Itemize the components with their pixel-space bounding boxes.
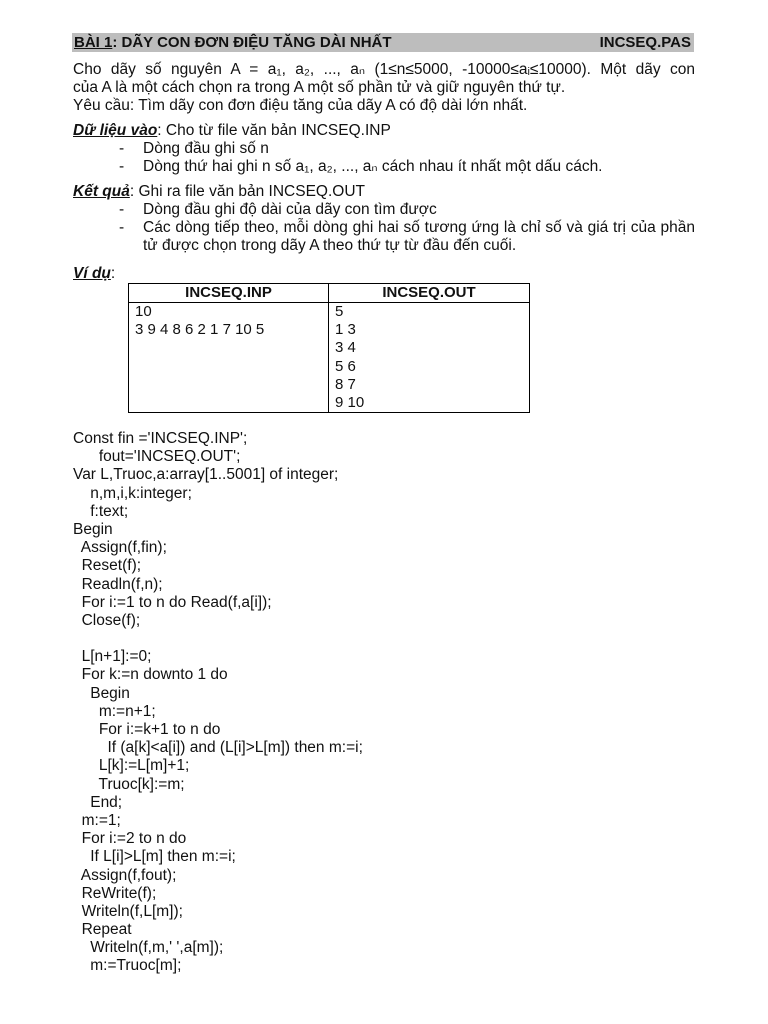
example-header-inp: INCSEQ.INP [129,284,329,303]
input-item-2-text: Dòng thứ hai ghi n số a₁, a₂, ..., aₙ cách nhau ít nhất một dấu cách. [143,158,603,175]
problem-title [74,33,392,52]
intro-line-3: Yêu cầu: Tìm dãy con đơn điệu tăng của dãy A có độ dài lớn nhất. [73,97,528,114]
code-line: m:=n+1; [73,702,156,720]
code-line: f:text; [73,502,129,520]
code-line: Begin [73,520,113,538]
output-section [73,183,695,255]
code-line: Readln(f,n); [73,575,163,593]
intro-line-1: Cho dãy số nguyên A = a₁, a₂, ..., aₙ (1≤n≤5000, -10000≤aᵢ≤10000). Một dãy con [73,61,695,78]
problem-title-text: : DÃY CON ĐƠN ĐIỆU TĂNG DÀI NHẤT [112,34,392,51]
output-item-2-text: Các dòng tiếp theo, mỗi dòng ghi hai số tương ứng là chỉ số và giá trị của phần tử được chọn trong dãy A theo thứ tự từ đầu đến cuối. [143,219,695,254]
example-heading [73,265,695,283]
code-line: L[n+1]:=0; [73,648,152,666]
example-out-line: 1 3 [335,321,356,339]
example-inp-cell [129,303,329,413]
code-line: ReWrite(f); [73,884,157,902]
code-line: Close(f); [73,611,141,629]
input-label: Dữ liệu vào [73,122,158,139]
code-line: For i:=k+1 to n do [73,721,221,738]
code-line: For k:=n downto 1 do [73,666,228,684]
example-label: Ví dụ [73,265,111,282]
code-line: Truoc[k]:=m; [73,775,185,793]
output-item-2: - Các dòng tiếp theo, mỗi dòng ghi hai số tương ứng là chỉ số và giá trị của phần tử được chọn trong dãy A theo thứ tự từ đầu đến cuối. [119,219,695,254]
code-line: Writeln(f,L[m]); [73,902,183,920]
example-table-body-row [129,303,530,413]
source-code [73,430,363,976]
code-line: If (a[k]<a[i]) and (L[i]>L[m]) then m:=i; [73,739,363,757]
input-item-1-text: Dòng đầu ghi số n [143,140,269,157]
code-line: fout='INCSEQ.OUT'; [73,448,241,466]
problem-filename: INCSEQ.PAS [599,34,691,51]
example-out-line: 5 6 [335,357,356,375]
example-out-cell [329,303,530,413]
problem-number: BÀI 1 [74,34,113,51]
code-line: n,m,i,k:integer; [73,484,192,502]
example-inp-line: 3 9 4 8 6 2 1 7 10 5 [135,321,265,339]
intro-line-2: của A là một cách chọn ra trong A một số phần tử và giữ nguyên thứ tự. [73,79,566,96]
output-item-1-text: Dòng đầu ghi độ dài của dãy con tìm được [143,201,437,218]
example-out-line: 8 7 [335,375,356,393]
code-line: Reset(f); [73,557,142,575]
input-section [73,122,695,176]
problem-intro [73,61,695,115]
example-out-line: 3 4 [335,339,356,357]
input-text: : Cho từ file văn bản INCSEQ.INP [157,122,391,139]
problem-title-bar [72,33,694,52]
example-table [128,283,530,413]
output-text: : Ghi ra file văn bản INCSEQ.OUT [129,183,366,200]
code-line: Repeat [73,921,132,939]
code-line: End; [73,793,123,811]
code-line: Assign(f,fout); [73,866,177,884]
example-colon: : [110,265,116,282]
input-item-1: - Dòng đầu ghi số n [119,140,269,157]
code-line: Var L,Truoc,a:array[1..5001] of integer; [73,466,339,484]
code-line: Const fin ='INCSEQ.INP'; [73,430,248,447]
code-line: For i:=2 to n do [73,830,187,848]
code-line: If L[i]>L[m] then m:=i; [73,848,236,866]
output-label: Kết quả [73,183,130,200]
input-heading [73,122,695,140]
example-inp-line: 10 [135,303,152,320]
code-line: m:=1; [73,811,121,829]
example-header-out: INCSEQ.OUT [329,284,530,303]
example-table-header-row [129,284,530,303]
code-line: Assign(f,fin); [73,539,167,557]
code-line: m:=Truoc[m]; [73,957,182,975]
code-line: Writeln(f,m,' ',a[m]); [73,939,224,957]
example-out-line: 9 10 [335,394,365,412]
input-item-2: - Dòng thứ hai ghi n số a₁, a₂, ..., aₙ cách nhau ít nhất một dấu cách. [119,158,603,175]
example-out-line: 5 [335,303,344,320]
output-heading [73,183,695,201]
code-line [73,630,363,648]
output-item-1: - Dòng đầu ghi độ dài của dãy con tìm được [119,201,437,218]
code-line: Begin [73,684,130,702]
code-line: L[k]:=L[m]+1; [73,757,190,775]
code-line: For i:=1 to n do Read(f,a[i]); [73,593,272,611]
